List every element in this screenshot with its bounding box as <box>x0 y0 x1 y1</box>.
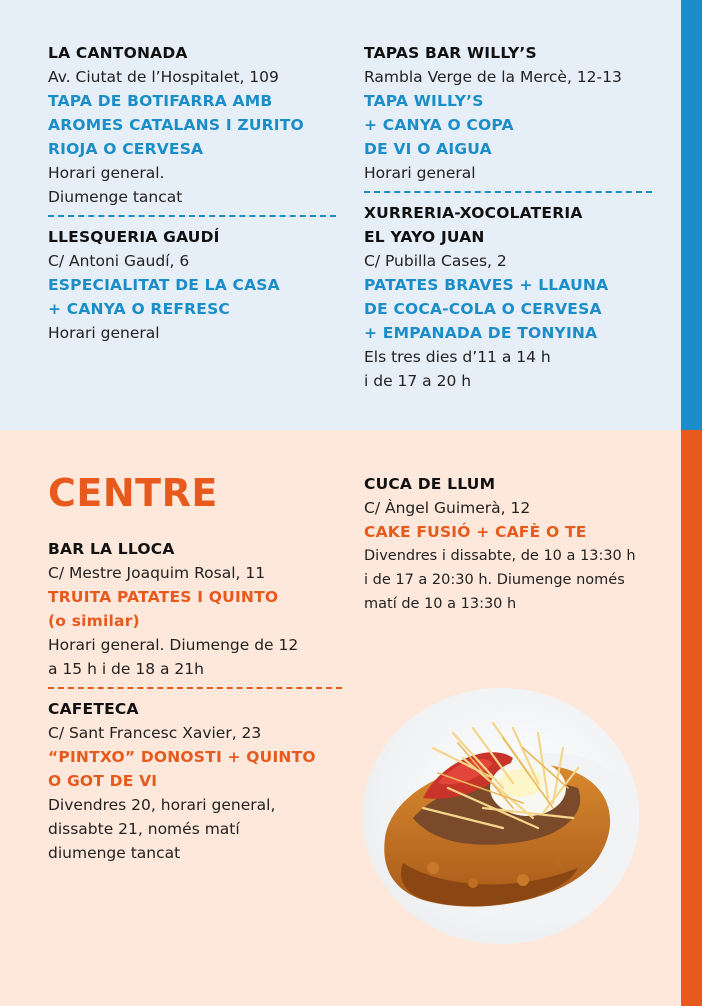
venue-name: BAR LA LLOCA <box>48 540 175 558</box>
venue-address: C/ Mestre Joaquim Rosal, 11 <box>48 564 266 582</box>
offer-line: TAPA WILLY’S <box>364 92 484 110</box>
offer-line: CAKE FUSIÓ + CAFÈ O TE <box>364 523 587 541</box>
venue-offer <box>364 273 652 345</box>
offer-line: “PINTXO” DONOSTI + QUINTO <box>48 748 316 766</box>
venue-offer <box>48 273 336 321</box>
name-line: XURRERIA-XOCOLATERIA <box>364 204 583 222</box>
venue-offer <box>48 745 342 793</box>
orange-side-stripe <box>681 430 702 1006</box>
top-right-column <box>364 41 652 393</box>
offer-line: TRUITA PATATES I QUINTO <box>48 588 279 606</box>
venue-name <box>364 201 652 249</box>
offer-line: + CANYA O REFRESC <box>48 300 231 318</box>
venue-la-cantonada <box>48 41 336 209</box>
venue-hours <box>48 321 336 345</box>
centre-right-column <box>364 472 636 616</box>
venue-xurreria-el-yayo-juan <box>364 201 652 393</box>
venue-address: C/ Àngel Guimerà, 12 <box>364 499 531 517</box>
venue-address: Av. Ciutat de l’Hospitalet, 109 <box>48 68 279 86</box>
dashed-divider <box>48 215 336 217</box>
venue-tapas-bar-willys <box>364 41 652 185</box>
venue-name: LA CANTONADA <box>48 44 188 62</box>
venue-name: LLESQUERIA GAUDÍ <box>48 228 220 246</box>
dashed-divider <box>364 191 652 193</box>
hours-line: Horari general <box>48 324 160 342</box>
blue-side-stripe <box>681 0 702 430</box>
hours-line: Els tres dies d’11 a 14 h <box>364 348 551 366</box>
venue-cafeteca <box>48 697 342 865</box>
venue-address: C/ Sant Francesc Xavier, 23 <box>48 724 262 742</box>
hours-line: diumenge tancat <box>48 844 181 862</box>
offer-line: (o similar) <box>48 612 140 630</box>
hours-line: Divendres 20, horari general, <box>48 796 276 814</box>
offer-line: AROMES CATALANS I ZURITO <box>48 116 304 134</box>
venue-llesqueria-gaudi <box>48 225 336 345</box>
offer-line: DE COCA-COLA O CERVESA <box>364 300 602 318</box>
offer-line: DE VI O AIGUA <box>364 140 492 158</box>
hours-line: a 15 h i de 18 a 21h <box>48 660 204 678</box>
hours-line: Divendres i dissabte, de 10 a 13:30 h <box>364 548 636 564</box>
venue-name: TAPAS BAR WILLY’S <box>364 44 537 62</box>
venue-offer <box>48 585 342 633</box>
section-title-centre: CENTRE <box>48 471 218 515</box>
venue-hours <box>48 793 342 865</box>
venue-cuca-de-llum <box>364 472 636 616</box>
offer-line: TAPA DE BOTIFARRA AMB <box>48 92 273 110</box>
venue-name: CAFETECA <box>48 700 139 718</box>
offer-line: O GOT DE VI <box>48 772 158 790</box>
hours-line: Diumenge tancat <box>48 188 183 206</box>
hours-line: matí de 10 a 13:30 h <box>364 596 517 612</box>
venue-address: C/ Pubilla Cases, 2 <box>364 252 507 270</box>
name-line: EL YAYO JUAN <box>364 228 485 246</box>
hours-line: dissabte 21, només matí <box>48 820 240 838</box>
venue-offer <box>364 520 636 544</box>
venue-name: CUCA DE LLUM <box>364 475 496 493</box>
top-left-column <box>48 41 336 345</box>
offer-line: RIOJA O CERVESA <box>48 140 204 158</box>
venue-offer <box>48 89 336 161</box>
venue-address: Rambla Verge de la Mercè, 12-13 <box>364 68 622 86</box>
offer-line: + EMPANADA DE TONYINA <box>364 324 598 342</box>
offer-line: + CANYA O COPA <box>364 116 514 134</box>
tapa-food-photo-icon <box>363 688 639 944</box>
venue-hours <box>364 161 652 185</box>
hours-line: Horari general <box>364 164 476 182</box>
offer-line: PATATES BRAVES + LLAUNA <box>364 276 609 294</box>
hours-line: Horari general. Diumenge de 12 <box>48 636 299 654</box>
venue-bar-la-lloca <box>48 537 342 681</box>
venue-hours <box>364 345 652 393</box>
dashed-divider <box>48 687 342 689</box>
venue-hours <box>364 544 636 616</box>
venue-hours <box>48 161 336 209</box>
hours-line: Horari general. <box>48 164 165 182</box>
venue-hours <box>48 633 342 681</box>
centre-left-column <box>48 537 342 865</box>
hours-line: i de 17 a 20 h <box>364 372 472 390</box>
offer-line: ESPECIALITAT DE LA CASA <box>48 276 280 294</box>
venue-address: C/ Antoni Gaudí, 6 <box>48 252 190 270</box>
venue-offer <box>364 89 652 161</box>
hours-line: i de 17 a 20:30 h. Diumenge només <box>364 572 625 588</box>
